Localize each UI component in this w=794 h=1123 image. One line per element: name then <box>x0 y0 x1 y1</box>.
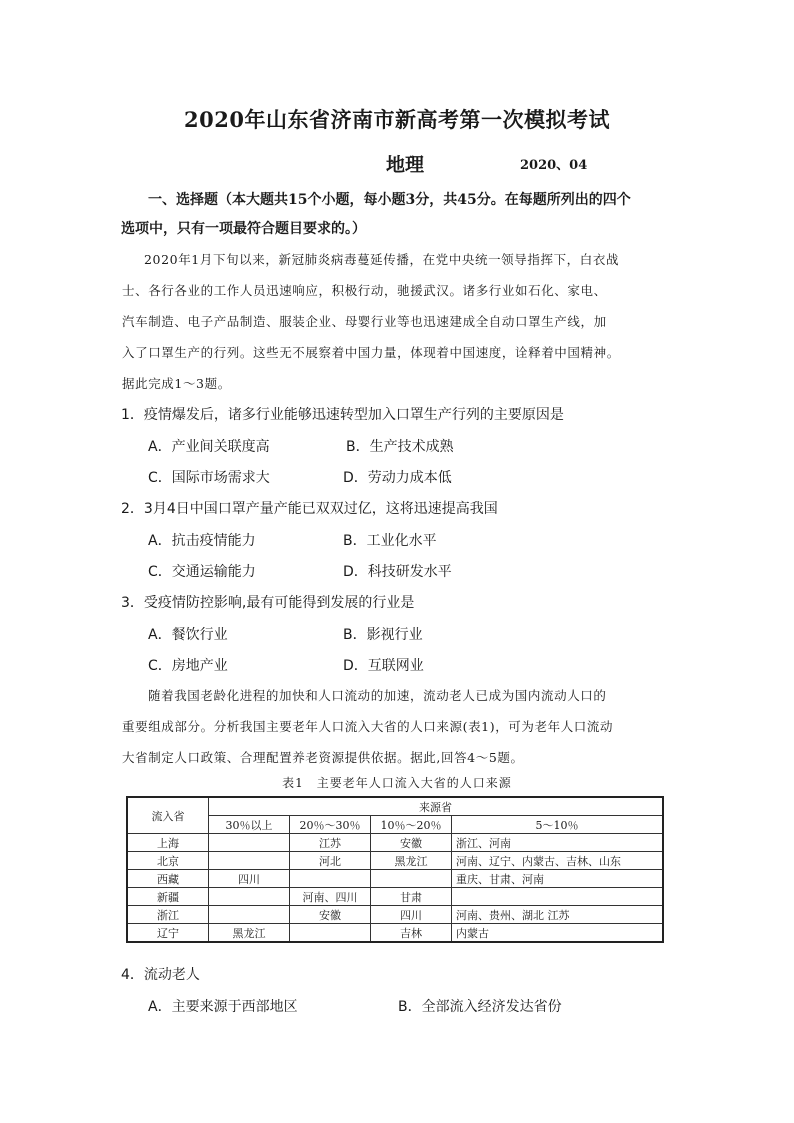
table-cell <box>371 870 452 888</box>
question-3-option-d: D．互联网业 <box>343 658 424 674</box>
passage-2-line: 重要组成部分。分析我国主要老年人口流入大省的人口来源(表1)，可为老年人口流动 <box>122 719 614 734</box>
question-2-option-d: D．科技研发水平 <box>343 564 452 580</box>
passage-1-line: 士、各行各业的工作人员迅速响应，积极行动，驰援武汉。诸多行业如石化、家电、 <box>122 283 607 298</box>
question-2-option-c: C．交通运输能力 <box>148 564 256 580</box>
table-column-header: 5～10％ <box>452 816 664 834</box>
question-4-stem: 4．流动老人 <box>121 967 200 983</box>
source-table <box>126 796 664 943</box>
table-column-header: 10％～20％ <box>371 816 452 834</box>
table-row <box>127 906 663 924</box>
table-cell: 河南、四川 <box>290 888 371 906</box>
question-1-option-d: D．劳动力成本低 <box>343 470 452 486</box>
table-cell: 河北 <box>290 852 371 870</box>
table-row <box>127 924 663 943</box>
question-3-stem: 3．受疫情防控影响,最有可能得到发展的行业是 <box>121 595 415 611</box>
question-3-option-c: C．房地产业 <box>148 658 228 674</box>
question-2-option-b: B．工业化水平 <box>343 533 437 549</box>
passage-2-line: 大省制定人口政策、合理配置养老资源提供依据。据此,回答4～5题。 <box>122 750 524 765</box>
table-cell: 河南、辽宁、内蒙古、吉林、山东 <box>452 852 664 870</box>
table-cell <box>290 924 371 943</box>
question-2-stem: 2．3月4日中国口罩产量产能已双双过亿，这将迅速提高我国 <box>121 501 498 517</box>
table-cell: 上海 <box>127 834 209 852</box>
table-cell: 浙江、河南 <box>452 834 664 852</box>
table-cell: 黑龙江 <box>371 852 452 870</box>
table-cell: 江苏 <box>290 834 371 852</box>
table-cell <box>290 870 371 888</box>
table-cell <box>209 906 290 924</box>
question-2-option-a: A．抗击疫情能力 <box>148 533 256 549</box>
table-cell: 辽宁 <box>127 924 209 943</box>
table-group-header: 来源省 <box>209 797 664 816</box>
table-cell: 安徽 <box>371 834 452 852</box>
question-4-option-b: B．全部流入经济发达省份 <box>398 999 562 1015</box>
passage-1-line: 入了口罩生产的行列。这些无不展察着中国力量，体现着中国速度，诠释着中国精神。 <box>122 345 620 360</box>
table-row <box>127 852 663 870</box>
question-1-stem: 1．疫情爆发后，诸多行业能够迅速转型加入口罩生产行列的主要原因是 <box>121 407 564 423</box>
section-heading <box>121 186 678 244</box>
table-caption: 表1 主要老年人口流入大省的人口来源 <box>282 776 512 790</box>
section-heading-line1: 一、选择题（本大题共15个小题，每小题3分，共45分。在每题所列出的四个 <box>148 192 631 208</box>
table-cell: 内蒙古 <box>452 924 664 943</box>
passage-1-line: 汽车制造、电子产品制造、服装企业、母婴行业等也迅速建成全自动口罩生产线，加 <box>122 314 607 329</box>
subject-label: 地理 <box>386 154 425 176</box>
table-cell: 浙江 <box>127 906 209 924</box>
table-cell: 吉林 <box>371 924 452 943</box>
table-row <box>127 888 663 906</box>
table-row <box>127 834 663 852</box>
table-cell <box>209 852 290 870</box>
table-row-header: 流入省 <box>127 797 209 834</box>
table-cell: 安徽 <box>290 906 371 924</box>
table-cell: 新疆 <box>127 888 209 906</box>
table-cell: 重庆、甘肃、河南 <box>452 870 664 888</box>
table-cell: 西藏 <box>127 870 209 888</box>
table-cell: 黑龙江 <box>209 924 290 943</box>
table-column-header: 30％以上 <box>209 816 290 834</box>
question-3-option-a: A．餐饮行业 <box>148 627 228 643</box>
passage-1 <box>122 244 620 399</box>
section-heading-line2: 选项中，只有一项最符合题目要求的。） <box>121 221 366 237</box>
table-cell: 四川 <box>209 870 290 888</box>
question-1-option-c: C．国际市场需求大 <box>148 470 270 486</box>
question-1-option-b: B．生产技术成熟 <box>346 439 454 455</box>
passage-2-line: 随着我国老龄化进程的加快和人口流动的加速，流动老人已成为国内流动人口的 <box>148 688 607 703</box>
table-cell: 四川 <box>371 906 452 924</box>
passage-1-line: 2020年1月下旬以来，新冠肺炎病毒蔓延传播，在党中央统一领导指挥下，白衣战 <box>144 252 620 267</box>
table-cell <box>452 888 664 906</box>
question-4-option-a: A．主要来源于西部地区 <box>148 999 298 1015</box>
table-cell: 北京 <box>127 852 209 870</box>
table-row <box>127 870 663 888</box>
passage-2 <box>122 680 613 773</box>
table-cell <box>209 888 290 906</box>
table-cell: 河南、贵州、湖北 江苏 <box>452 906 664 924</box>
table-column-header: 20％～30％ <box>290 816 371 834</box>
passage-1-line: 据此完成1～3题。 <box>122 376 231 391</box>
question-3-option-b: B．影视行业 <box>343 627 423 643</box>
table-cell <box>209 834 290 852</box>
question-1-option-a: A．产业间关联度高 <box>148 439 270 455</box>
table-cell: 甘肃 <box>371 888 452 906</box>
exam-title: 2020年山东省济南市新高考第一次模拟考试 <box>184 107 610 132</box>
exam-date: 2020、04 <box>520 158 588 173</box>
